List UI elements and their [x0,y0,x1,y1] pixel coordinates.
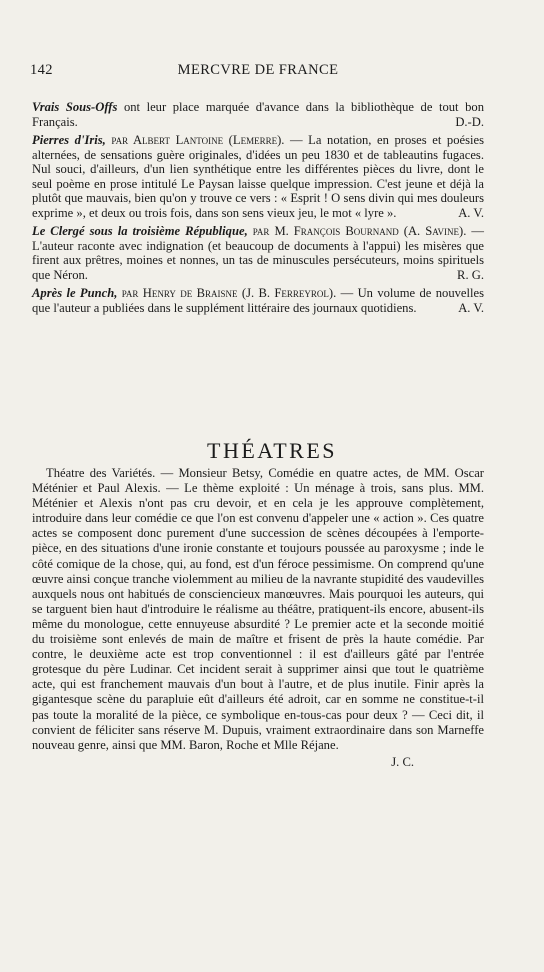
review-entry [32,224,484,282]
review-entry [32,133,484,220]
theatre-review-body: Théatre des Variétés. — Monsieur Betsy, Comédie en quatre actes, de MM. Oscar Méténier et Paul Alexis. — Le thème exploité : Un ménage à trois, sans plus. MM. Méténier et Alexis n'ont pas cru devoir, et en cela je les approuve complètement, introduire dans leur comédie ce que l'on est convenu d'appeler une « action ». Ces quatre actes se composent donc purement d'une succession de scènes découpées à l'emporte-pièce, en des situations d'une ironie constante et toujours poussée au paroxysme ; inde le côté comique de la chose, qui, au fond, est d'un féroce pessimisme. On comprend qu'une œuvre ainsi conçue tranche violemment au milieu de la navrante stupidité des vaudevilles auxquels nous ont habitués de consciencieux manœuvres. Mais pourquoi les auteurs, qui se targuent bien haut d'introduire le réalisme au théâtre, pratiquent-ils encore, abusent-ils même du monologue, cette ennuyeuse absurdité ? Le premier acte et la seconde moitié du troisième sont enlevés de main de maître et frisent de près la haute comédie. Par contre, le deuxième acte est trop conventionnel : il est d'ailleurs gâté par l'entrée grotesque du père Ludinar. Cet incident serait à supprimer ainsi que tout le quatrième acte, qui est franchement mauvais d'un bout à l'autre, et de plus inutile. Finir après la gigantesque scène du parapluie eût d'ailleurs été adroit, car en somme ne constitue-t-il pas toute la moralité de la pièce, ce symbolique en-tous-cas pour deux ? — Ceci dit, il convient de féliciter sans réserve M. Dupuis, vraiment extraordinaire dans son Marneffe nouveau genre, ainsi que MM. Baron, Roche et Mlle Réjane. [32,466,484,752]
review-signature: D.-D. [455,114,484,129]
section-title: THÉATRES [207,438,337,463]
review-entry [32,286,484,315]
reviews-column [32,100,484,319]
review-entry [32,100,484,129]
page-header [30,62,486,82]
review-title: Pierres d'Iris, [32,133,106,147]
page-number: 142 [30,62,53,78]
review-body: ont leur place marquée d'avance dans la bibliothèque de tout bon Français. [32,100,484,129]
review-body: — La notation, en proses et poésies alternées, de sensations guère originales, d'idées un peu 1830 et de tableautins fugaces. Nul souci, d'ailleurs, d'un lien synthétique entre les différentes pièces du livre, dont le seul poème en prose intitulé Le Paysan laisse quelque impression. C'est jeune et déjà la plutôt que mauvais, bien qu'on y trouve ce vers : « Esprit ! O sens divin qui mes douleurs exprime », et deux ou trois fois, dans son sens vieux jeu, le mot « lyre ». [32,133,484,220]
theatre-column [32,466,484,770]
review-title: Vrais Sous-Offs [32,100,118,114]
review-author: par Henry de Braisne (J. B. Ferreyrol). [117,286,337,300]
review-author: par M. François Bournand (A. Savine). [247,224,467,238]
review-signature: A. V. [458,205,484,220]
review-signature: R. G. [457,267,484,282]
review-signature: A. V. [458,300,484,315]
review-body: — Un volume de nouvelles que l'auteur a publiées dans le supplément littéraire des journaux quotidiens. [32,286,484,315]
review-body: — L'auteur raconte avec indignation (et beaucoup de documents à l'appui) les misères que firent aux prêtres, moines et nonnes, un tas de minuscules persécuteurs, moins spirituels que Néron. [32,224,484,282]
running-title: MERCVRE DE FRANCE [177,62,339,78]
review-title: Le Clergé sous la troisième République, [32,224,248,238]
review-author: par Albert Lantoine (Lemerre). [105,133,285,147]
theatre-signature: J. C. [391,754,414,769]
review-title: Après le Punch, [32,286,118,300]
